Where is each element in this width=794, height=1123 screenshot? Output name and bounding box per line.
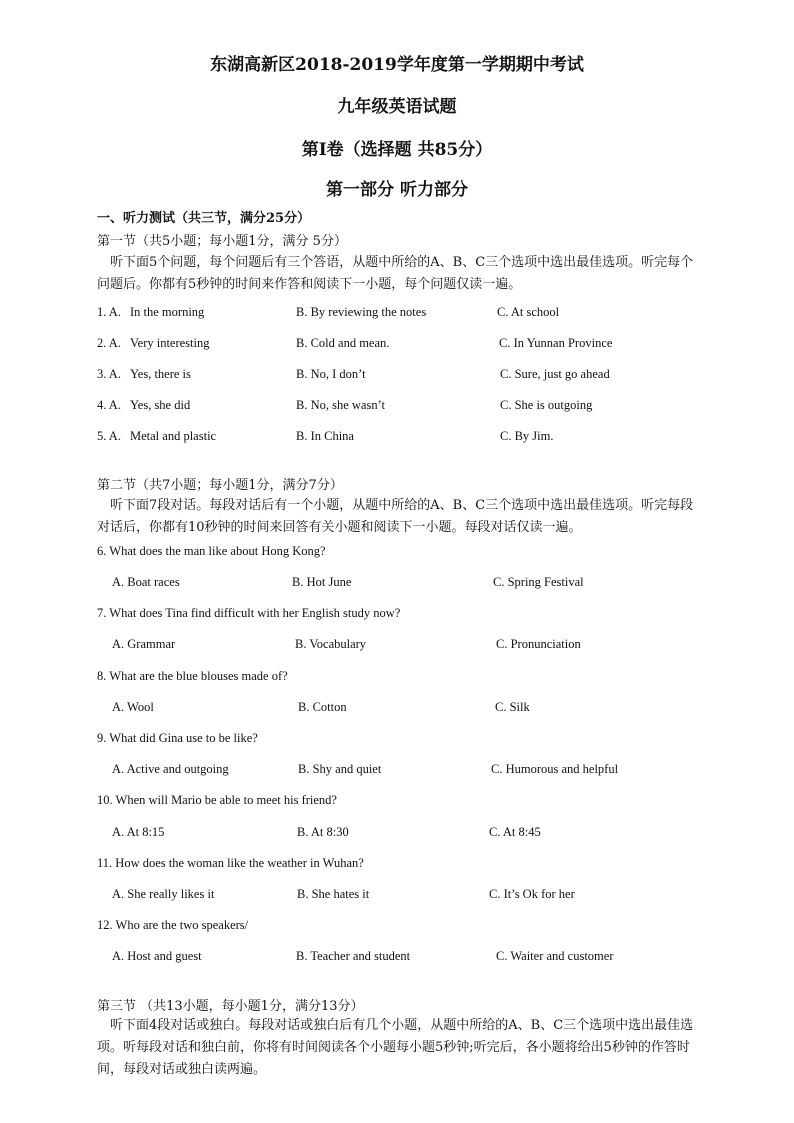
option-b: B. Cotton: [298, 700, 347, 714]
part-title: 第一部分 听力部分: [326, 180, 468, 200]
item-number: 2. A.: [97, 336, 121, 350]
option-b: B. Shy and quiet: [298, 762, 382, 776]
option-a: A. Grammar: [112, 637, 176, 651]
option-a: Yes, she did: [130, 398, 191, 412]
option-b: B. Hot June: [292, 575, 352, 589]
section2-instructions: 听下面7段对话。每段对话后有一个小题，从题中所给的A、B、C三个选项中选出最佳选项。听完每段对话后，你都有10秒钟的时间来回答有关小题和阅读下一小题。每段对话仅读一遍。: [97, 498, 694, 535]
subject-title: 九年级英语试题: [337, 97, 457, 117]
section1-heading: 第一节（共5小题；每小题1分，满分 5分）: [97, 234, 347, 249]
option-b: B. At 8:30: [297, 825, 349, 839]
option-a: Very interesting: [130, 336, 210, 350]
option-a: A. At 8:15: [112, 825, 165, 839]
option-c: C. Pronunciation: [496, 637, 581, 651]
option-b: B. Vocabulary: [295, 637, 367, 651]
option-c: C. She is outgoing: [500, 398, 593, 412]
option-a: Yes, there is: [130, 367, 191, 381]
option-b: B. In China: [296, 429, 354, 443]
option-a: A. Active and outgoing: [112, 762, 229, 776]
option-a: A. Host and guest: [112, 949, 202, 963]
item-number: 5. A.: [97, 429, 121, 443]
option-c: C. It’s Ok for her: [489, 887, 575, 901]
listening-heading: 一、听力测试（共三节，满分25分）: [97, 211, 311, 226]
option-a: In the morning: [130, 305, 205, 319]
exam-title: 东湖高新区2018-2019学年度第一学期期中考试: [210, 55, 584, 75]
option-c: C. Waiter and customer: [496, 949, 614, 963]
section2-heading: 第二节（共7小题；每小题1分，满分7分）: [97, 478, 343, 493]
question-text: 11. How does the woman like the weather in Wuhan?: [97, 856, 364, 870]
option-c: C. Sure, just go ahead: [500, 367, 610, 381]
option-a: A. Boat races: [112, 575, 180, 589]
section3-instructions: 听下面4段对话或独白。每段对话或独白后有几个小题，从题中所给的A、B、C三个选项中选出最佳选项。听每段对话和独白前，你将有时间阅读各个小题每小题5秒钟;听完后，各小题将给出5秒钟的作答时间，每段对话或独白读两遍。: [97, 1018, 694, 1077]
option-b: B. No, I don’t: [296, 367, 366, 381]
option-b: B. She hates it: [297, 887, 370, 901]
option-c: C. Spring Festival: [493, 575, 584, 589]
volume-title: 第Ⅰ卷（选择题 共85分）: [301, 140, 493, 160]
question-text: 6. What does the man like about Hong Kong?: [97, 544, 326, 558]
option-b: B. Teacher and student: [296, 949, 411, 963]
option-c: C. Humorous and helpful: [491, 762, 619, 776]
option-c: C. At school: [497, 305, 560, 319]
item-number: 4. A.: [97, 398, 121, 412]
question-text: 8. What are the blue blouses made of?: [97, 669, 288, 683]
option-c: C. At 8:45: [489, 825, 541, 839]
item-number: 3. A.: [97, 367, 121, 381]
question-text: 7. What does Tina find difficult with her English study now?: [97, 606, 401, 620]
option-c: C. By Jim.: [500, 429, 554, 443]
option-c: C. Silk: [495, 700, 530, 714]
question-text: 12. Who are the two speakers/: [97, 918, 249, 932]
option-b: B. No, she wasn’t: [296, 398, 386, 412]
option-a: Metal and plastic: [130, 429, 217, 443]
option-b: B. By reviewing the notes: [296, 305, 427, 319]
option-a: A. She really likes it: [112, 887, 215, 901]
item-number: 1. A.: [97, 305, 121, 319]
question-text: 9. What did Gina use to be like?: [97, 731, 258, 745]
section1-instructions: 听下面5个问题，每个问题后有三个答语，从题中所给的A、B、C三个选项中选出最佳选项。听完每个问题后。你都有5秒钟的时间来作答和阅读下一小题，每个问题仅读一遍。: [97, 255, 694, 292]
option-c: C. In Yunnan Province: [499, 336, 613, 350]
question-text: 10. When will Mario be able to meet his friend?: [97, 793, 337, 807]
section3-heading: 第三节 （共13小题，每小题1分，满分13分）: [97, 999, 364, 1014]
option-a: A. Wool: [112, 700, 154, 714]
option-b: B. Cold and mean.: [296, 336, 390, 350]
